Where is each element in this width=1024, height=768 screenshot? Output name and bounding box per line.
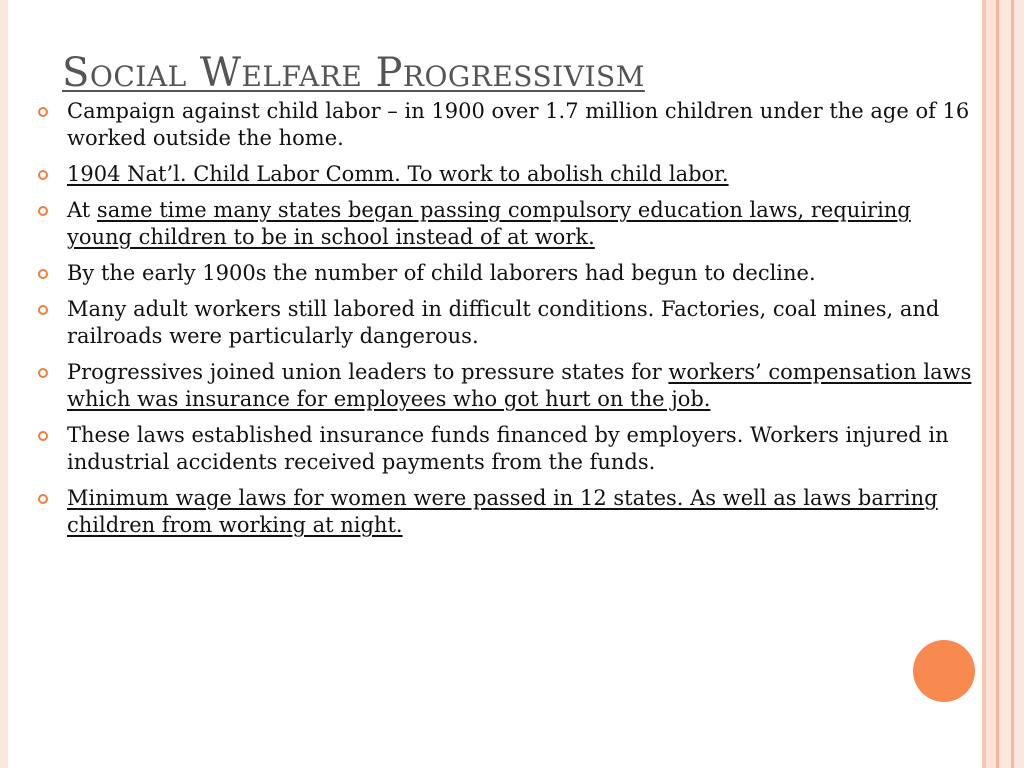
bullet-circle-icon: [38, 107, 48, 117]
bullet-text: Progressives joined union leaders to pressure states for: [67, 360, 669, 384]
bullet-text: By the early 1900s the number of child laborers had begun to decline.: [67, 261, 816, 285]
bullet-text: Many adult workers still labored in difficult conditions. Factories, coal mines, and railroads were particularly dangerous.: [67, 297, 940, 348]
bullet-item: [36, 485, 976, 539]
bullet-circle-icon: [38, 368, 48, 378]
bullet-circle-icon: [38, 206, 48, 216]
slide-title: Social Welfare Progressivism: [62, 50, 645, 96]
right-border-stripe: [999, 0, 1011, 768]
bullet-item: [36, 359, 976, 413]
bullet-circle-icon: [38, 170, 48, 180]
bullet-underlined-text: workers’ compensation laws which was insurance for employees who got hurt on the job.: [67, 360, 972, 411]
orange-circle-decoration: [913, 640, 975, 702]
bullet-item: [36, 161, 976, 188]
bullet-circle-icon: [38, 305, 48, 315]
bullet-text: These laws established insurance funds financed by employers. Workers injured in industrial accidents received payments from the funds.: [67, 423, 949, 474]
bullet-circle-icon: [38, 494, 48, 504]
bullet-text: At: [67, 198, 97, 222]
bullet-underlined-text: same time many states began passing compulsory education laws, requiring young children to be in school instead of at work.: [67, 198, 911, 249]
bullet-underlined-text: 1904 Nat’l. Child Labor Comm. To work to abolish child labor.: [67, 162, 729, 186]
bullet-list: [36, 98, 976, 548]
right-border-stripe: [986, 0, 996, 768]
bullet-underlined-text: Minimum wage laws for women were passed in 12 states. As well as laws barring children from working at night.: [67, 486, 938, 537]
bullet-item: [36, 296, 976, 350]
bullet-item: [36, 422, 976, 476]
right-border-stripe: [1014, 0, 1024, 768]
bullet-item: [36, 260, 976, 287]
bullet-circle-icon: [38, 269, 48, 279]
bullet-item: [36, 98, 976, 152]
left-border-decoration: [0, 0, 8, 768]
bullet-text: Campaign against child labor – in 1900 over 1.7 million children under the age of 16 worked outside the home.: [67, 99, 970, 150]
bullet-item: [36, 197, 976, 251]
bullet-circle-icon: [38, 431, 48, 441]
